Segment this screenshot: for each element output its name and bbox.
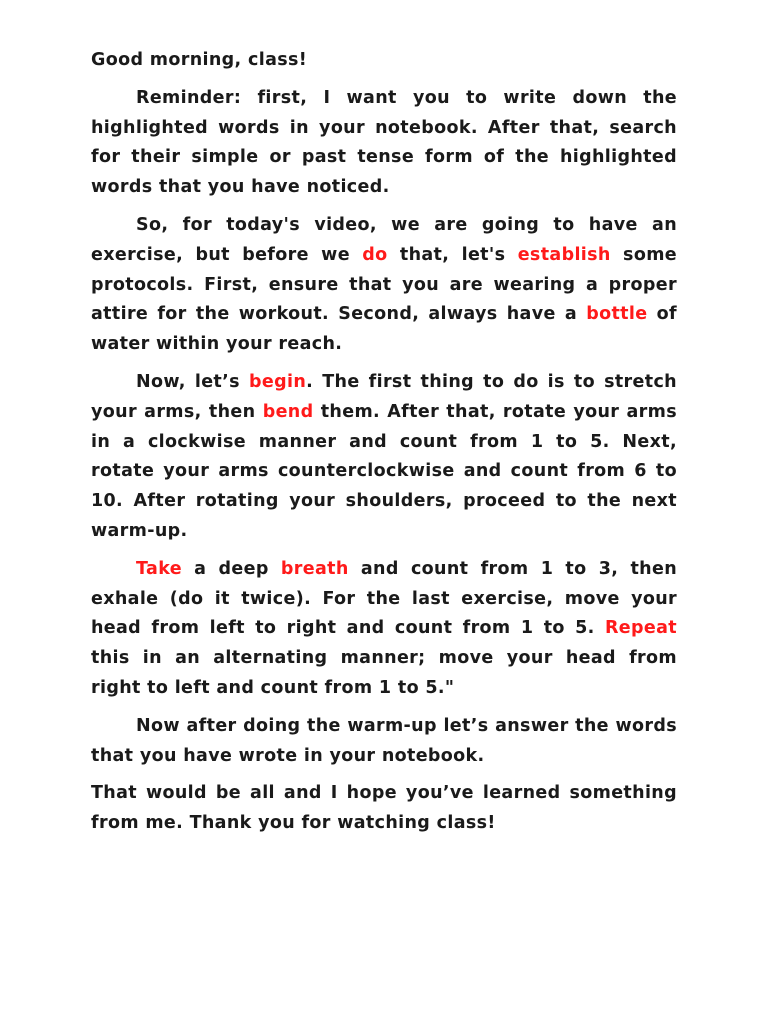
greeting: Good morning, class! [91, 50, 308, 70]
text-segment: them. After that, rotate your arms in a clockwise manner and count from 1 to 5. Next, rotate your arms counterclockwise and count from 6 to 10. After rotating your shoulders, proceed to the next warm-up. [91, 401, 677, 541]
paragraph-answer: Now after doing the warm-up let’s answer the words that you have wrote in your notebook. [91, 715, 677, 766]
text-segment: that, let's [387, 244, 518, 265]
text-segment: and count from 1 to 3, then exhale (do it twice). For the last exercise, move your head from left to right and count from 1 to 5. [91, 558, 677, 639]
text-segment: Now, let’s [136, 371, 249, 392]
paragraph-breathing [91, 555, 677, 704]
highlighted-word-begin: begin [249, 371, 307, 392]
text-segment: . The first thing to do is to stretch your arms, then [91, 371, 677, 422]
paragraph-warmup [91, 368, 677, 547]
paragraph-closing: That would be all and I hope you’ve learned something from me. Thank you for watching class! [91, 783, 677, 834]
highlighted-word-bottle: bottle [586, 304, 648, 325]
highlighted-word-do: do [362, 244, 388, 265]
paragraph-reminder: Reminder: first, I want you to write down the highlighted words in your notebook. After that, search for their simple or past tense form of the highlighted words that you have noticed. [91, 87, 677, 198]
paragraph-protocols [91, 211, 677, 360]
highlighted-word-establish: establish [517, 244, 611, 265]
text-segment: this in an alternating manner; move your head from right to left and count from 1 to 5." [91, 648, 677, 698]
highlighted-word-take: Take [136, 558, 182, 579]
text-segment: of water within your reach. [91, 304, 677, 355]
text-segment: a deep [181, 558, 281, 579]
highlighted-word-repeat: Repeat [604, 618, 677, 639]
text-segment: So, for today's video, we are going to have an exercise, but before we [91, 214, 677, 265]
document-body [91, 46, 677, 839]
text-segment: some protocols. First, ensure that you are wearing a proper attire for the workout. Second, always have a [91, 244, 678, 325]
highlighted-word-bend: bend [262, 401, 314, 422]
highlighted-word-breath: breath [280, 558, 349, 579]
